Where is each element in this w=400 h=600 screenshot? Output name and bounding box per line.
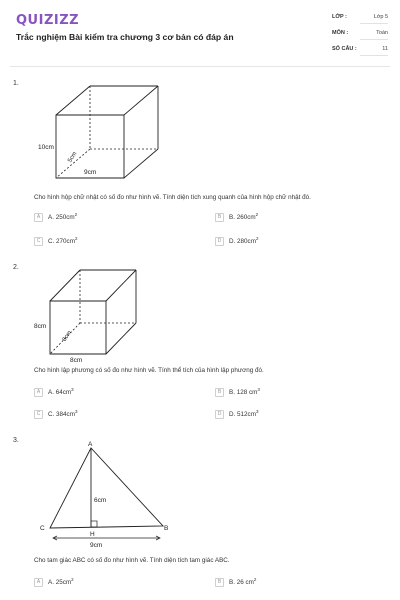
meta-count [332,46,388,56]
base-dimension-arrow [53,536,160,540]
quizizz-logo[interactable]: QUIZIZZ [16,13,80,28]
question-3-figure [30,438,190,550]
question-1-text: Cho hình hộp chữ nhật có số đo như hình vẽ. Tính diện tích xung quanh của hình hộp chữ nhật đó. [34,194,311,201]
option-letter[interactable]: D [215,410,224,419]
option-text: B. 26 cm [229,578,254,586]
label-vertex-b: B [164,525,169,532]
label-length: 9cm [84,169,97,176]
option-sup: 2 [74,235,78,241]
label-base: 9cm [90,542,103,549]
question-1-number: 1. [13,80,19,87]
meta-divider [360,39,388,40]
option-letter[interactable]: C [34,410,43,419]
option-text: A. 250cm [48,213,75,221]
question-3-option-b[interactable] [215,577,256,587]
option-sup: 3 [255,408,259,414]
meta-subject-value: Toán [376,30,388,36]
option-sup: 2 [255,235,259,241]
option-sup: 3 [74,408,78,414]
option-text: A. 25cm [48,578,72,586]
option-letter[interactable]: D [215,237,224,246]
option-letter[interactable]: A [34,578,43,587]
question-3-option-a[interactable] [34,577,74,587]
cube-front-face [50,301,106,354]
label-foot-h: H [90,531,95,538]
option-letter[interactable]: B [215,213,224,222]
label-height: 6cm [94,497,107,504]
question-1-option-a[interactable] [34,212,77,222]
label-vertex-a: A [88,441,93,448]
option-text: D. 280cm [229,237,256,245]
label-height: 10cm [38,144,54,151]
question-2-option-d[interactable] [215,409,258,419]
label-vertex-c: C [40,525,45,532]
question-2-figure [30,264,150,362]
option-sup: 3 [257,386,260,392]
question-1-option-b[interactable] [215,212,258,222]
meta-subject-label: MÔN : [332,30,349,36]
option-sup: 2 [71,576,74,582]
option-letter[interactable]: A [34,388,43,397]
option-letter[interactable]: B [215,388,224,397]
meta-divider [360,23,388,24]
question-2-text: Cho hình lập phương có số đo như hình vẽ. Tính thể tích của hình lập phương đó. [34,367,264,374]
page-title: Trắc nghiệm Bài kiểm tra chương 3 cơ bản có đáp án [16,32,234,42]
meta-grade-value: Lớp 5 [373,14,388,20]
meta-count-label: SỐ CÂU : [332,46,357,52]
header-divider [10,66,390,67]
label-width: 8cm [61,329,74,343]
option-text: D. 512cm [229,410,256,418]
option-sup: 2 [74,211,78,217]
option-text: C. 384cm [48,410,75,418]
meta-grade [332,14,388,24]
triangle-abc [50,448,163,528]
option-text: B. 128 cm [229,388,258,396]
meta-count-value: 11 [382,46,388,52]
option-text: B. 260cm [229,213,256,221]
option-sup: 2 [255,211,259,217]
option-letter[interactable]: C [34,237,43,246]
question-2-option-b[interactable] [215,387,260,397]
label-height: 8cm [34,323,47,330]
option-letter[interactable]: B [215,578,224,587]
option-text: A. 64cm [48,388,72,396]
meta-grade-label: LỚP : [332,14,347,20]
label-width: 5cm [67,151,79,164]
label-length: 8cm [70,357,83,364]
option-text: C. 270cm [48,237,75,245]
option-letter[interactable]: A [34,213,43,222]
option-sup: 2 [253,576,257,582]
question-1-figure [30,82,180,182]
question-2-option-a[interactable] [34,387,74,397]
meta-subject [332,30,388,40]
option-sup: 3 [71,386,74,392]
question-2-number: 2. [13,264,19,271]
meta-divider [360,55,388,56]
question-2-option-c[interactable] [34,409,77,419]
question-3-text: Cho tam giác ABC có số đo như hình vẽ. Tính diện tích tam giác ABC. [34,557,230,564]
question-1-option-c[interactable] [34,236,77,246]
question-1-option-d[interactable] [215,236,258,246]
question-3-number: 3. [13,437,19,444]
page-header [0,0,400,66]
